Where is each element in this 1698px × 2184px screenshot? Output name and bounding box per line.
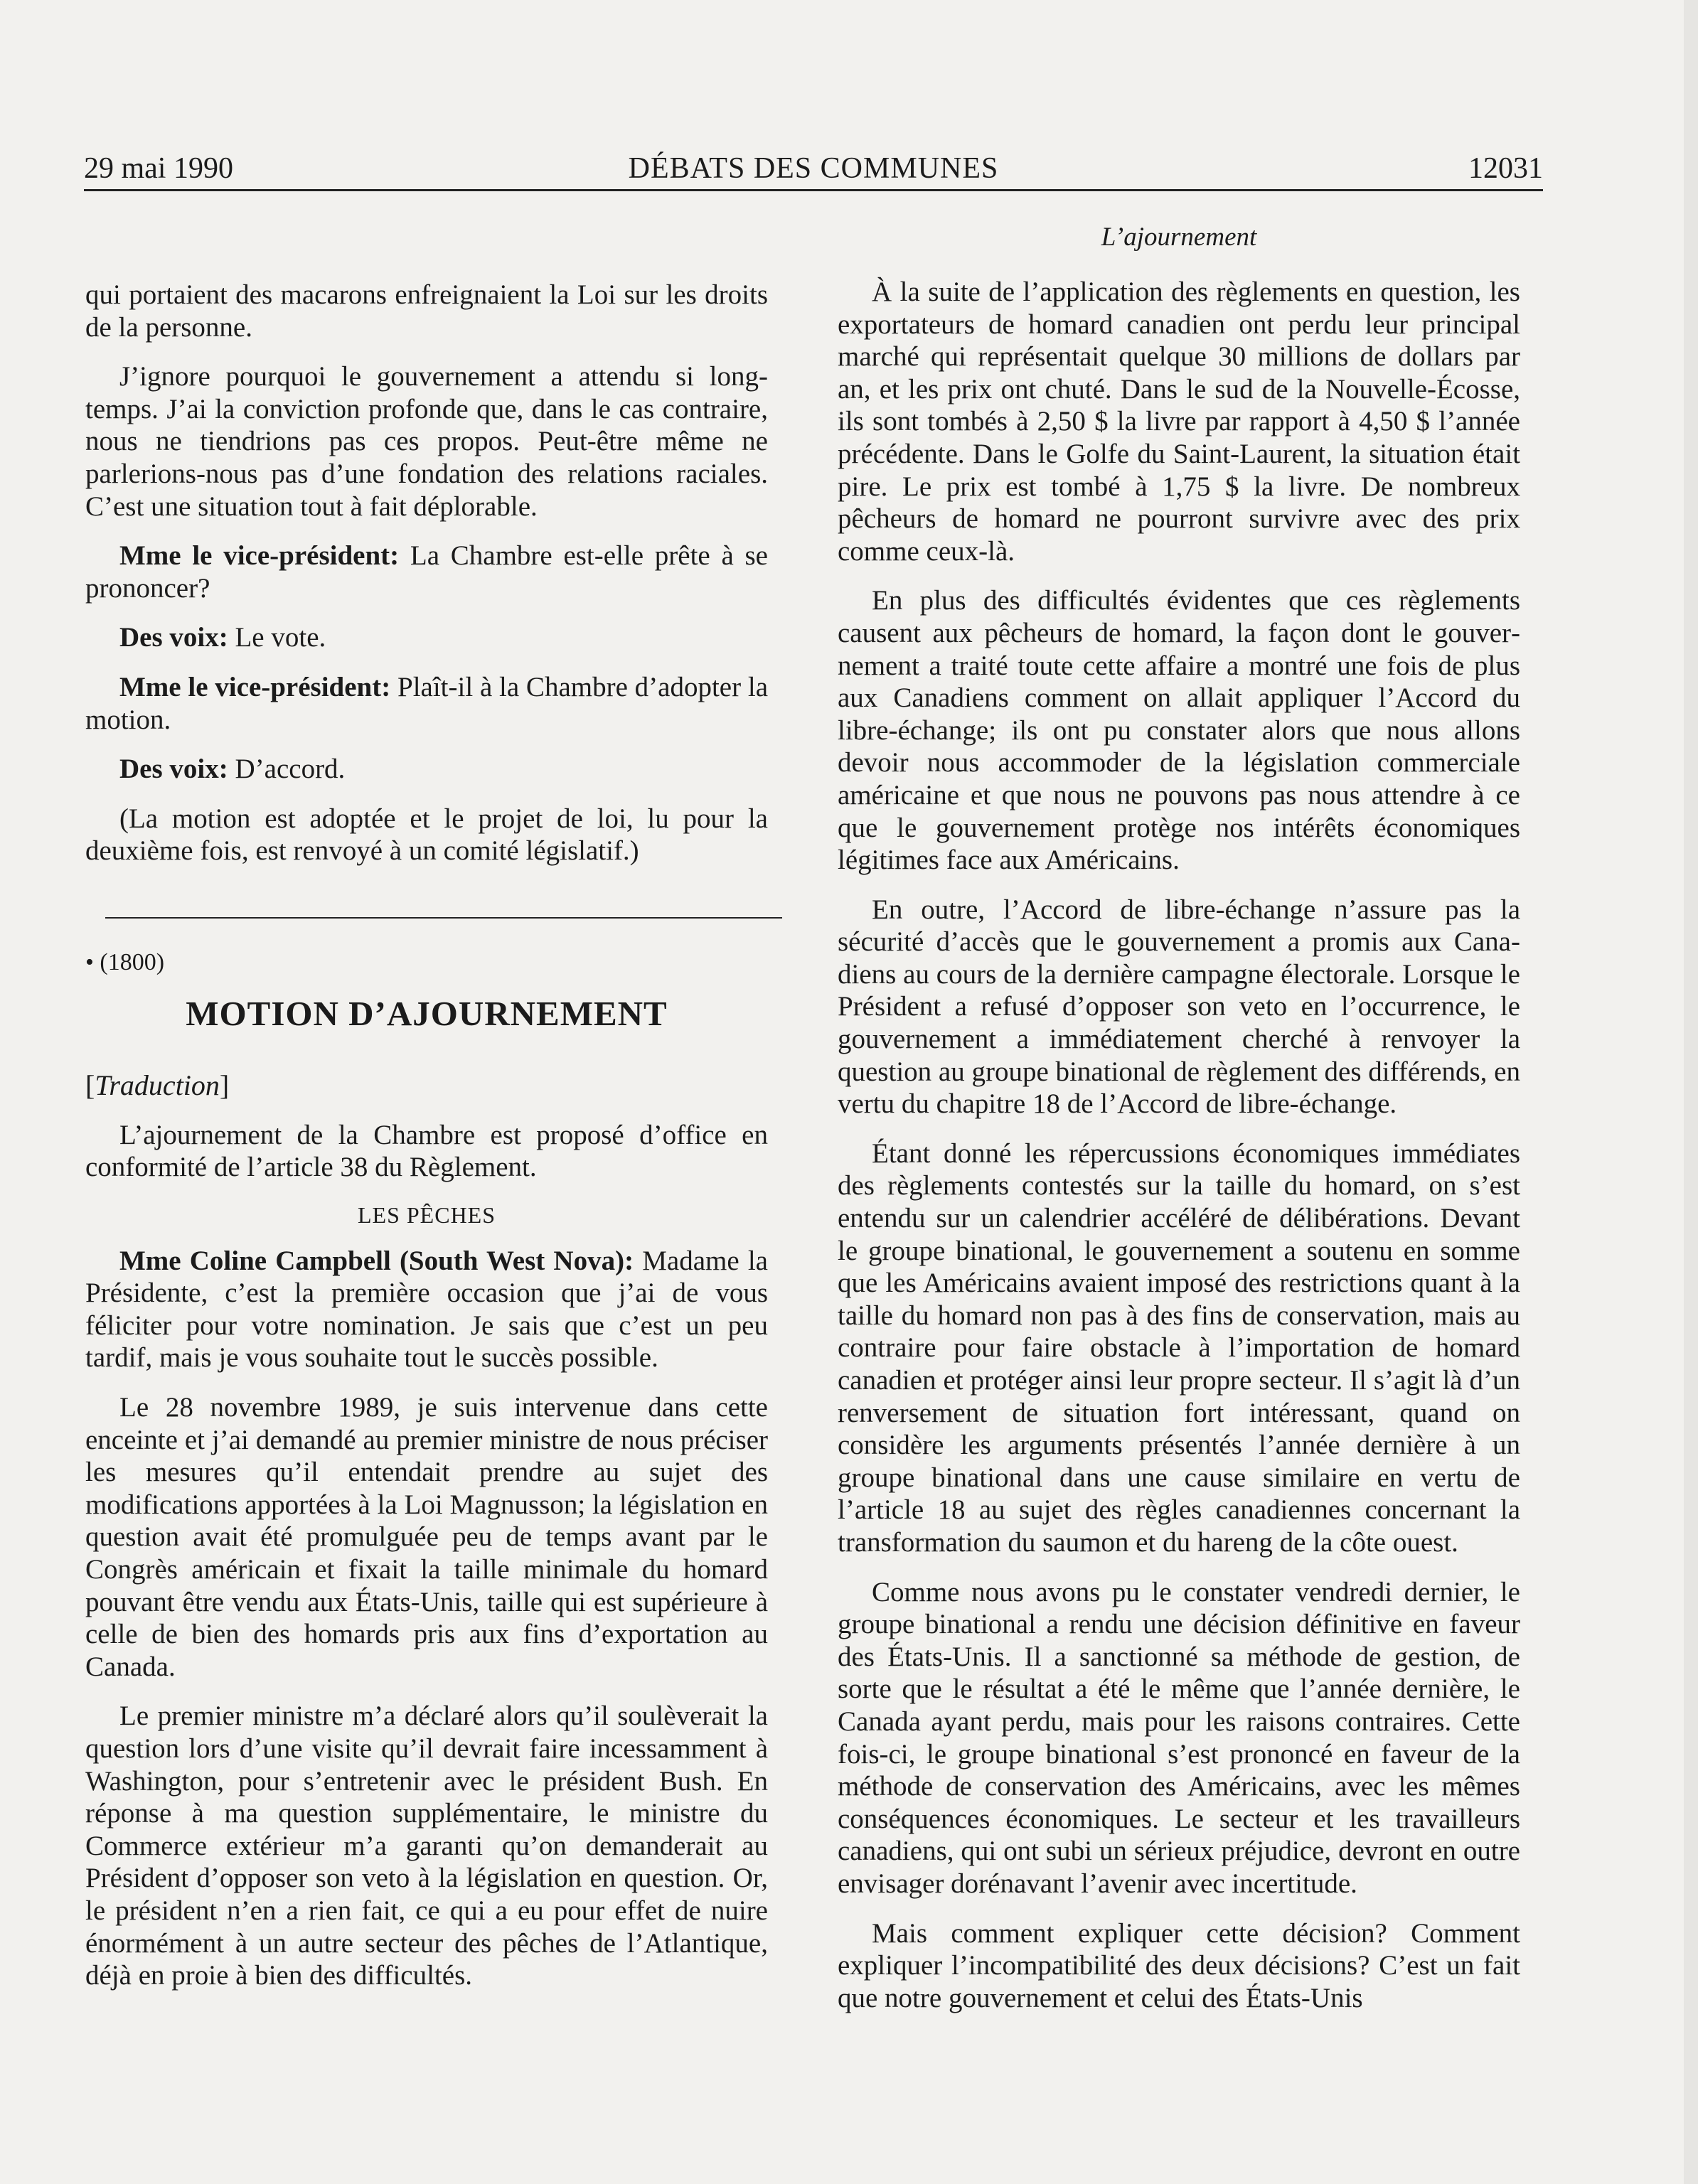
speaker-name: Mme le vice-président: <box>119 540 400 572</box>
header-rule <box>84 189 1543 191</box>
paragraph: En plus des difficultés évidentes que ces règlements causent aux pêcheurs de homard, la façon dont le gouvernement a traité toute cette affaire a montré une fois de plus aux Canadiens comment on allait appliquer l’Accord du libre-échange; ils ont pu constater alors que nous allons devoir nous accommoder de la législation commerciale américaine et que nous ne pouvons pas nous attendre à ce que le gouvernement protège nos intérêts économiques légitimes face aux Américains. <box>838 585 1520 876</box>
right-running-subhead: L’ajournement <box>1101 223 1257 252</box>
header-title: DÉBATS DES COMMUNES <box>628 152 999 185</box>
paragraph: Le premier ministre m’a déclaré alors qu’il soulèverait la question lors d’une visite qu’il devrait faire incessamment à Washington, pour s’entretenir avec le président Bush. En réponse à ma question supplémentaire, le ministre du Commerce extérieur m’a garanti qu’on demanderait au Président d’opposer son veto à la législation en question. Or, le président n’en a rien fait, ce qui a eu pour effet de nuire énormément à un autre secteur des pêches de l’Atlantique, déjà en proie à bien des difficultés. <box>85 1701 768 1991</box>
speaker-name: Des voix: <box>119 754 228 785</box>
scan-edge <box>1684 0 1698 2184</box>
right-column <box>838 276 1520 2031</box>
paragraph: L’ajournement de la Chambre est proposé d’office en conformité de l’article 38 du Règlement. <box>85 1119 768 1183</box>
paragraph: Comme nous avons pu le constater vendredi dernier, le groupe binational a rendu une décision définitive en faveur des États-Unis. Il a sanctionné sa méthode de gestion, de sorte que le résultat a été le même que l’année dernière, le Canada ayant perdu, mais pour les raisons contraires. Cette fois-ci, le groupe binational s’est prononcé en faveur de la méthode de conservation des Américains, avec les mêmes conséquences économiques. Le secteur et les travailleurs canadiens, qui ont subi un sérieux préjudice, devront en outre envisager dorénavant l’avenir avec incertitude. <box>838 1576 1520 1899</box>
paragraph: qui portaient des macarons enfreignaient la Loi sur les droits de la personne. <box>85 279 768 343</box>
speech-text: Le vote. <box>228 622 326 653</box>
left-column <box>85 279 768 2009</box>
speaker-name: Mme Coline Campbell (South West Nova): <box>119 1245 634 1276</box>
paragraph: (La motion est adoptée et le projet de loi, lu pour la deuxième fois, est renvoyé à un comité législatif.) <box>85 803 768 867</box>
paragraph: Le 28 novembre 1989, je suis intervenue dans cette enceinte et j’ai demandé au premier ministre de nous préciser les mesures qu’il entendait prendre au sujet des modifications apportées à la Loi Magnusson; la législation en question avait été promulguée peu de temps avant par le Congrès américain et fixait la taille minimale du homard pouvant être vendu aux États-Unis, taille qui est supérieure à celle de bien des homards pris aux fins d’exportation au Canada. <box>85 1392 768 1682</box>
speech-text: Plaît-il à la Chambre d’adopter la motion. <box>85 671 769 735</box>
header-date: 29 mai 1990 <box>84 152 233 185</box>
subsection-heading: LES PÊCHES <box>357 1201 496 1228</box>
speaker-name: Des voix: <box>119 622 228 653</box>
speech-paragraph <box>85 540 768 604</box>
section-heading: MOTION D’AJOURNEMENT <box>186 993 668 1033</box>
speech-text: D’accord. <box>228 754 346 785</box>
paragraph: Étant donné les répercussions économiques immédiates des règlements contestés sur la taille du homard, on s’est entendu sur un calendrier accéléré de délibérations. Devant le groupe binational, le gouvernement a soutenu en somme que les Américains avaient imposé des restrictions quant à la taille du homard non pas à des fins de conservation, mais au contraire pour faire obstacle à l’importation de homard canadien et protéger ainsi leur propre secteur. Il s’agit là d’un renversement de situation fort intéressant, quand on considère les arguments présentés l’année dernière à un groupe binational dans une cause similaire en vertu de l’article 18 au sujet des règles canadiennes concernant la transformation du saumon et du hareng de la côte ouest. <box>838 1138 1520 1558</box>
speech-text: La Chambre est-elle prête à se prononcer? <box>85 540 768 604</box>
header-page-number: 12031 <box>1468 152 1543 185</box>
speech-paragraph <box>85 1245 768 1374</box>
paragraph: Mais comment expliquer cette décision? Comment expliquer l’incompatibilité des deux décisions? C’est un fait que notre gouvernement et celui des États-Unis <box>838 1917 1520 2013</box>
paragraph: En outre, l’Accord de libre-échange n’assure pas la sécurité d’accès que le gouvernement a promis aux Canadiens au cours de la dernière campagne électorale. Lorsque le Président a refusé d’opposer son veto en l’occurrence, le gouvernement a immédiatement cherché à renvoyer la question au groupe binational de règlement des différends, en vertu du chapitre 18 de l’Accord de libre-échange. <box>838 894 1520 1120</box>
speech-paragraph <box>85 671 768 736</box>
speech-text: Madame la Présidente, c’est la première occasion que j’ai de vous féliciter pour votre nomination. Je sais que c’est un peu tardif, mais je vous souhaite tout le succès possible. <box>85 1245 768 1374</box>
paragraph: J’ignore pourquoi le gouvernement a attendu si longtemps. J’ai la conviction profonde que, dans le cas contraire, nous ne tiendrions pas ces propos. Peut-être même ne parlerions-nous pas d’une fondation des relations raciales. C’est une situation tout à fait déplorable. <box>85 361 768 522</box>
speech-paragraph <box>85 621 768 654</box>
speaker-name: Mme le vice-président: <box>119 671 391 702</box>
section-divider <box>105 917 782 919</box>
translation-note: [Traduction] <box>85 1069 230 1101</box>
paragraph: À la suite de l’application des règlements en question, les exportateurs de homard canadien ont perdu leur principal marché qui représentait quelque 30 millions de dollars par an, et les prix ont chuté. Dans le sud de la Nouvelle-Écosse, ils sont tombés à 2,50 $ la livre par rapport à 4,50 $ l’année précédente. Dans le Golfe du Saint-Laurent, la situation était pire. Le prix est tombé à 1,75 $ la livre. De nombreux pêcheurs de homard ne pourront survivre avec des prix comme ceux-là. <box>838 277 1520 567</box>
speech-paragraph <box>85 753 768 786</box>
page-header <box>84 151 1543 186</box>
timestamp: • (1800) <box>85 948 165 975</box>
